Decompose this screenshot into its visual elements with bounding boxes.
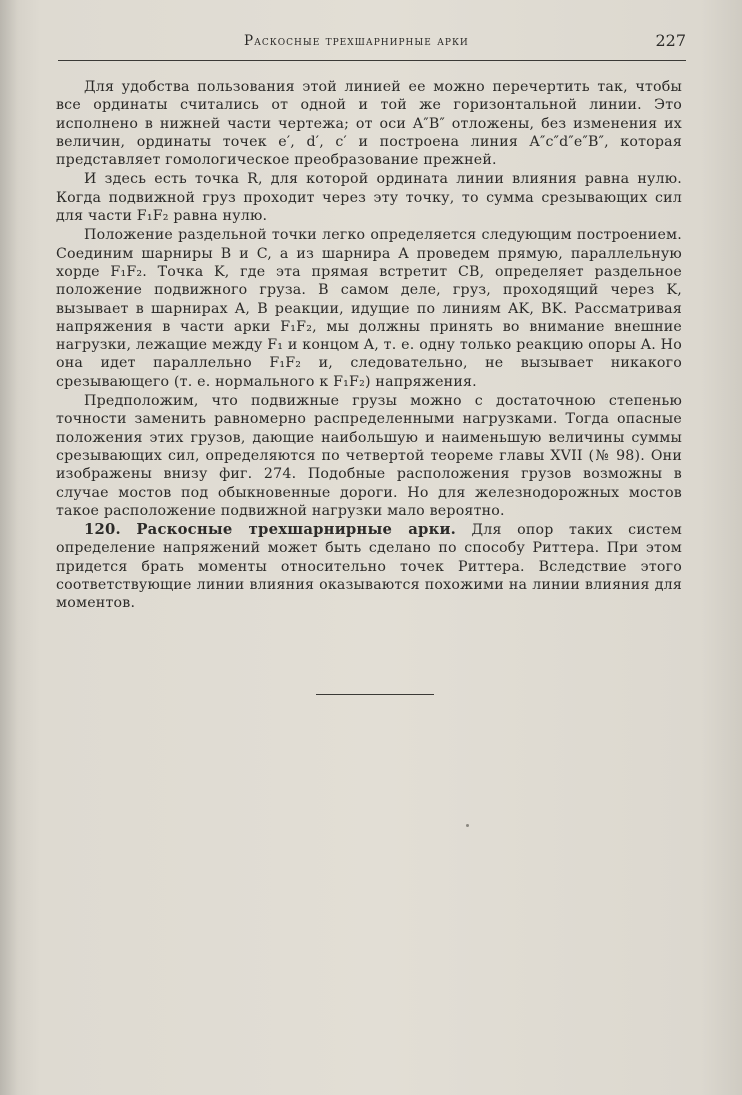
section-text: Для опор таких систем определение напряжений может быть сделано по способу Риттера. При этом придется брать моменты относительно точек Риттера. Вследствие этого соответствующие линии влияния оказываются похожими на линии влияния для моментов. [56,522,682,612]
page-number: 227 [655,31,686,50]
running-header [58,33,686,55]
paragraph-point-r: И здесь есть точка R, для которой ордината линии влияния равна нулю. Когда подвижной груз проходит через эту точку, то сумма срезывающих сил для части F₁F₂ равна нулю. [56,171,682,225]
section-120 [56,521,682,612]
paragraph-ordinates: Для удобства пользования этой линией ее можно перечертить так, чтобы все ординаты считались от одной и той же горизонтальной линии. Это исполнено в нижней части чертежа; от оси A″B″ отложены, без изменения их величин, ординаты точек e′, d′, c′ и построена линия A″c″d″e″B″, которая представляет гомологическое преобразование прежней. [56,79,682,169]
paper-speck [466,824,469,827]
header-rule [58,60,686,61]
end-rule [316,694,434,695]
body-text [56,78,682,613]
section-title: Раскосные трехшарнирные арки. [136,521,456,539]
paragraph-dividing-point: Положение раздельной точки легко определяется следующим построением. Соединим шарниры B и C, а из шарнира A проведем прямую, параллельную хорде F₁F₂. Точка K, где эта прямая встретит CB, определяет раздельное положение подвижного груза. В самом деле, груз, проходящий через K, вызывает в шарнирах A, B реакции, идущие по линиям AK, BK. Рассматривая напряжения в части арки F₁F₂, мы должны принять во внимание внешние нагрузки, лежащие между F₁ и концом A, т. е. одну только реакцию опоры A. Но она идет параллельно F₁F₂ и, следовательно, не вызывает никакого срезывающего (т. е. нормального к F₁F₂) напряжения. [56,227,682,390]
section-number: 120. [84,521,121,539]
header-title: Раскосные трехшарнирные арки [244,33,469,49]
paragraph-distributed-loads: Предположим, что подвижные грузы можно с достаточною степенью точности заменить равномерно распределенными нагрузками. Тогда опасные положения этих грузов, дающие наибольшую и наименьшую величины суммы срезывающих сил, определяются по четвертой теореме главы XVII (№ 98). Они изображены внизу фиг. 274. Подобные расположения грузов возможны в случае мостов под обыкновенные дороги. Но для железнодорожных мостов такое расположение подвижной нагрузки мало вероятно. [56,393,682,519]
